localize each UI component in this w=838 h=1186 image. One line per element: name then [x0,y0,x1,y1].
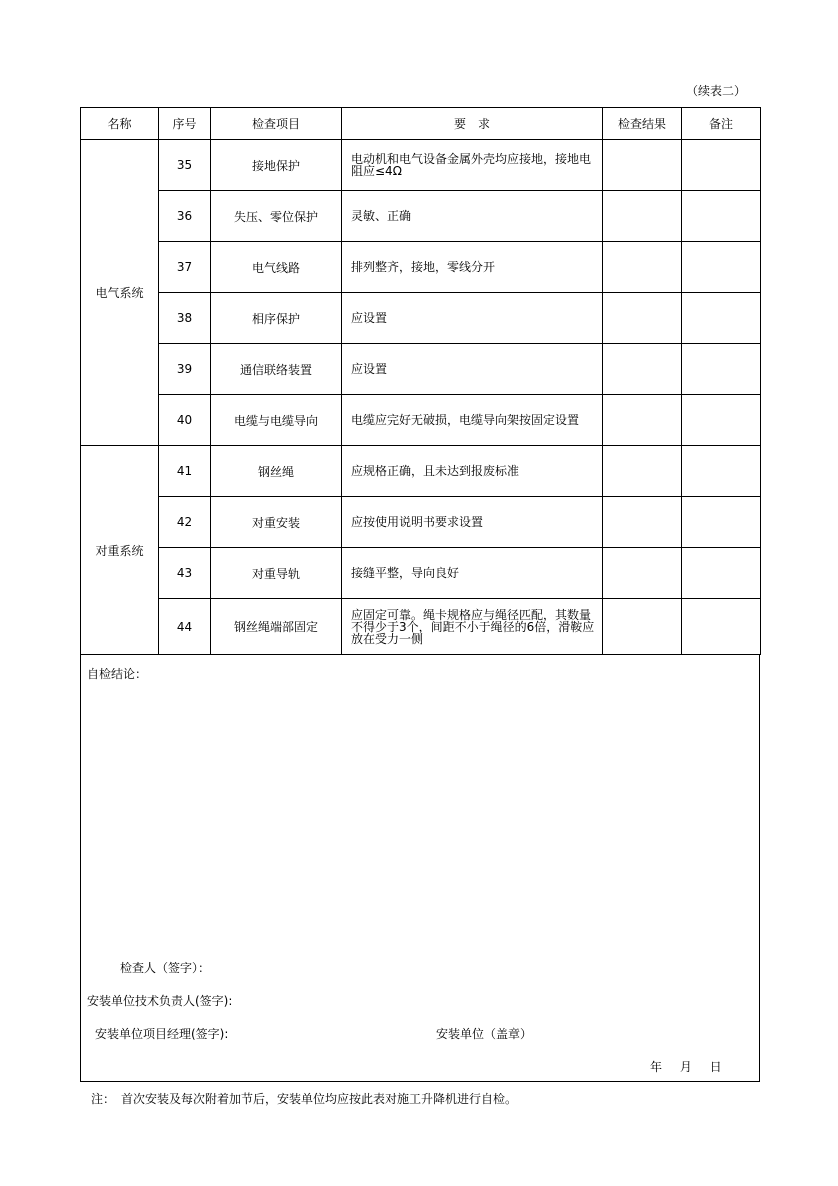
row-seq: 44 [159,599,211,655]
remark-cell[interactable] [682,395,761,446]
project-manager-signature: 安装单位项目经理(签字): [95,1027,229,1041]
header-requirement: 要 求 [342,108,603,140]
result-cell[interactable] [603,395,682,446]
row-requirement: 灵敏、正确 [342,191,603,242]
footnote: 注： 首次安装及每次附着加节后，安装单位均应按此表对施工升降机进行自检。 [91,1092,518,1106]
table-row [81,395,761,446]
result-cell[interactable] [603,497,682,548]
group-name-electrical: 电气系统 [81,140,159,446]
row-seq: 36 [159,191,211,242]
row-item: 电气线路 [211,242,342,293]
table-row [81,191,761,242]
header-remark: 备注 [682,108,761,140]
row-seq: 38 [159,293,211,344]
row-requirement: 应固定可靠。绳卡规格应与绳径匹配，其数量不得少于3个，间距不小于绳径的6倍，滑鞍应放在受力一侧 [342,599,603,655]
header-name: 名称 [81,108,159,140]
result-cell[interactable] [603,191,682,242]
row-requirement: 应设置 [342,344,603,395]
row-item: 钢丝绳端部固定 [211,599,342,655]
row-item: 电缆与电缆导向 [211,395,342,446]
row-item: 失压、零位保护 [211,191,342,242]
table-row [81,548,761,599]
remark-cell[interactable] [682,293,761,344]
unit-seal: 安装单位（盖章） [436,1027,533,1041]
result-cell[interactable] [603,140,682,191]
table-row [81,344,761,395]
row-item: 通信联络装置 [211,344,342,395]
result-cell[interactable] [603,242,682,293]
tech-lead-signature: 安装单位技术负责人(签字): [87,994,233,1008]
remark-cell[interactable] [682,497,761,548]
remark-cell[interactable] [682,446,761,497]
table-row [81,140,761,191]
result-cell[interactable] [603,344,682,395]
row-requirement: 接缝平整，导向良好 [342,548,603,599]
result-cell[interactable] [603,548,682,599]
header-item: 检查项目 [211,108,342,140]
row-item: 相序保护 [211,293,342,344]
row-requirement: 应设置 [342,293,603,344]
remark-cell[interactable] [682,191,761,242]
row-item: 对重导轨 [211,548,342,599]
inspection-table [80,107,761,655]
row-requirement: 应按使用说明书要求设置 [342,497,603,548]
conclusion-box [80,655,760,1082]
table-row [81,599,761,655]
table-row [81,446,761,497]
row-requirement: 应规格正确，且未达到报废标准 [342,446,603,497]
result-cell[interactable] [603,599,682,655]
row-item: 对重安装 [211,497,342,548]
remark-cell[interactable] [682,548,761,599]
group-name-counterweight: 对重系统 [81,446,159,655]
remark-cell[interactable] [682,242,761,293]
row-item: 钢丝绳 [211,446,342,497]
row-requirement: 排列整齐，接地，零线分开 [342,242,603,293]
continuation-label: （续表二） [685,84,746,98]
table-row [81,293,761,344]
row-seq: 40 [159,395,211,446]
row-seq: 37 [159,242,211,293]
table-row [81,242,761,293]
remark-cell[interactable] [682,140,761,191]
row-requirement: 电缆应完好无破损，电缆导向架按固定设置 [342,395,603,446]
row-seq: 43 [159,548,211,599]
result-cell[interactable] [603,446,682,497]
remark-cell[interactable] [682,344,761,395]
result-cell[interactable] [603,293,682,344]
row-item: 接地保护 [211,140,342,191]
conclusion-label: 自检结论： [87,667,148,681]
row-seq: 41 [159,446,211,497]
header-result: 检查结果 [603,108,682,140]
row-requirement: 电动机和电气设备金属外壳均应接地，接地电阻应≤4Ω [342,140,603,191]
row-seq: 39 [159,344,211,395]
header-row [81,108,761,140]
inspector-signature: 检查人（签字）： [120,961,211,975]
header-seq: 序号 [159,108,211,140]
table-row [81,497,761,548]
remark-cell[interactable] [682,599,761,655]
row-seq: 42 [159,497,211,548]
row-seq: 35 [159,140,211,191]
date-line: 年 月 日 [650,1060,722,1074]
